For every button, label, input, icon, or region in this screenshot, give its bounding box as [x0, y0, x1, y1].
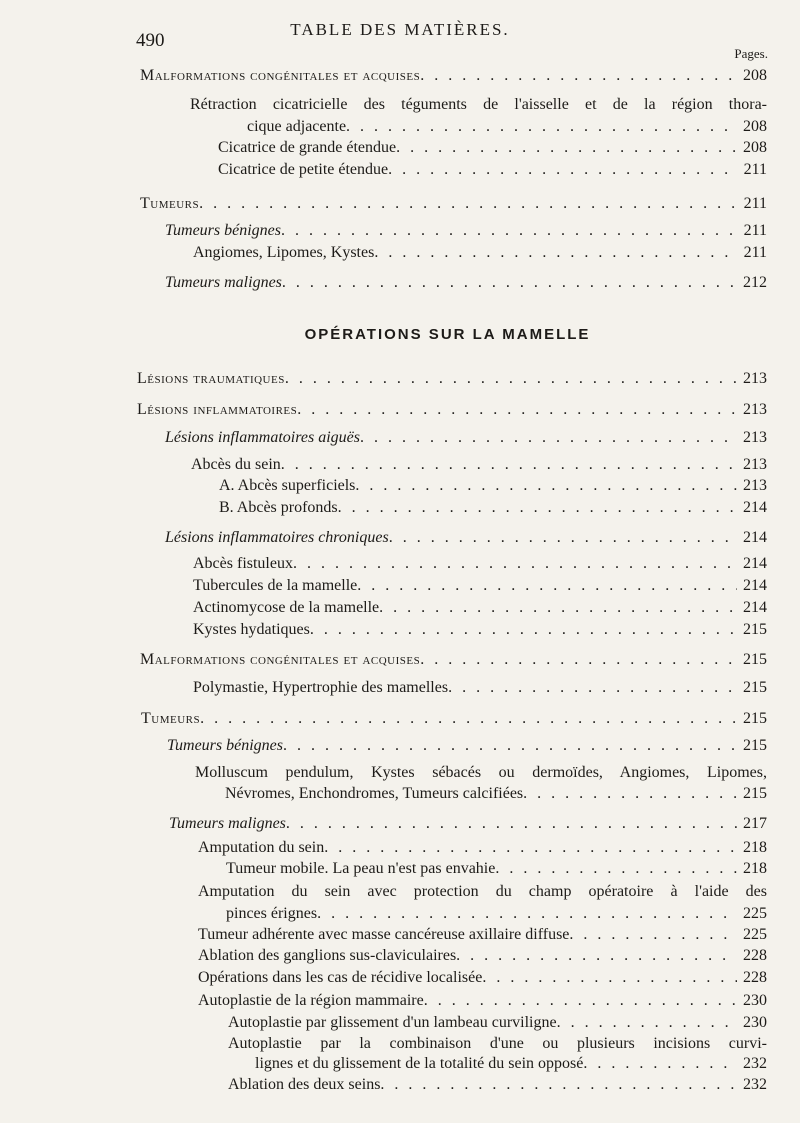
dot-leader: [281, 221, 737, 241]
entry-title: Abcès du sein: [191, 456, 281, 473]
entry-page: 215: [743, 651, 767, 668]
dot-leader: [456, 946, 737, 966]
entry-page: 208: [743, 67, 767, 84]
entry-page: 213: [743, 477, 767, 494]
entry-page: 213: [743, 401, 767, 418]
toc-entry: [165, 273, 767, 293]
toc-entry: [140, 194, 767, 214]
entry-title: Malformations congénitales et acquises: [140, 67, 421, 84]
dot-leader: [310, 620, 737, 640]
toc-entry: [165, 221, 767, 241]
entry-page: 214: [743, 499, 767, 516]
entry-page: 228: [743, 947, 767, 964]
entry-page: 213: [743, 370, 767, 387]
toc-entry: [219, 476, 767, 496]
dot-leader: [523, 784, 737, 804]
toc-entry: [140, 650, 767, 670]
toc-entry: [140, 66, 767, 86]
entry-title: Névromes, Enchondromes, Tumeurs calcifiées: [225, 785, 524, 802]
entry-page: 230: [743, 992, 767, 1009]
toc-entry: [198, 838, 767, 858]
dot-leader: [317, 904, 737, 924]
entry-title: Abcès fistuleux: [193, 555, 293, 572]
entry-page: 213: [743, 429, 767, 446]
toc-entry: [165, 428, 767, 448]
entry-page: 215: [743, 621, 767, 638]
entry-title: Cicatrice de petite étendue: [218, 161, 389, 178]
toc-entry: [198, 925, 767, 945]
toc-entry: [193, 554, 767, 574]
dot-leader: [324, 838, 737, 858]
entry-title: Tumeurs bénignes: [167, 737, 283, 754]
entry-page: 218: [743, 839, 767, 856]
toc-entry: [228, 1013, 767, 1033]
dot-leader: [389, 528, 737, 548]
toc-entry: [169, 814, 767, 834]
dot-leader: [297, 400, 737, 420]
toc-entry: [198, 991, 767, 1011]
toc-entry: [255, 1054, 767, 1074]
toc-entry: [225, 784, 767, 804]
entry-page: 225: [743, 905, 767, 922]
toc-entry-first-line: Amputation du sein avec protection du champ opératoire à l'aide des: [198, 883, 767, 900]
toc-entry: [198, 946, 767, 966]
dot-leader: [420, 650, 737, 670]
toc-entry: [193, 243, 767, 263]
dot-leader: [569, 925, 737, 945]
dot-leader: [360, 428, 737, 448]
dot-leader: [420, 66, 737, 86]
entry-title: Tubercules de la mamelle: [193, 577, 358, 594]
entry-page: 215: [743, 785, 767, 802]
toc-entry: [218, 160, 767, 180]
entry-title: Tumeurs malignes: [169, 815, 286, 832]
entry-page: 214: [743, 555, 767, 572]
entry-page: 225: [743, 926, 767, 943]
entry-title: Tumeurs: [141, 710, 201, 727]
entry-title: Amputation du sein: [198, 839, 325, 856]
dot-leader: [380, 1075, 737, 1095]
entry-page: 214: [743, 577, 767, 594]
entry-title: Lésions inflammatoires chroniques: [165, 529, 389, 546]
dot-leader: [379, 598, 737, 618]
entry-title: Tumeurs: [140, 195, 200, 212]
entry-page: 217: [743, 815, 767, 832]
toc-entry: [141, 709, 767, 729]
toc-entry-first-line: Autoplastie par la combinaison d'une ou plusieurs incisions curvi-: [228, 1035, 767, 1052]
dot-leader: [557, 1013, 737, 1033]
dot-leader: [424, 991, 737, 1011]
dot-leader: [374, 243, 737, 263]
entry-title: Cicatrice de grande étendue: [218, 139, 397, 156]
dot-leader: [285, 369, 737, 389]
dot-leader: [293, 554, 737, 574]
toc-entry: [193, 678, 767, 698]
dot-leader: [200, 709, 737, 729]
entry-page: 215: [743, 679, 767, 696]
entry-title: lignes et du glissement de la totalité du sein opposé: [255, 1055, 584, 1072]
toc-entry: [137, 369, 767, 389]
entry-page: 211: [743, 244, 767, 261]
entry-title: Angiomes, Lipomes, Kystes: [193, 244, 375, 261]
toc-entry-first-line: Molluscum pendulum, Kystes sébacés ou dermoïdes, Angiomes, Lipomes,: [195, 764, 767, 781]
entry-page: 211: [743, 195, 767, 212]
toc-entry: [228, 1075, 767, 1095]
entry-title: Opérations dans les cas de récidive localisée: [198, 969, 483, 986]
entry-title: Autoplastie par glissement d'un lambeau curviligne: [228, 1014, 557, 1031]
entry-page: 230: [743, 1014, 767, 1031]
pages-column-label: Pages.: [734, 46, 768, 61]
toc-entry: [247, 117, 767, 137]
entry-title: Tumeurs bénignes: [165, 222, 281, 239]
entry-page: 218: [743, 860, 767, 877]
entry-page: 211: [743, 222, 767, 239]
entry-page: 211: [743, 161, 767, 178]
entry-title: Ablation des deux seins: [228, 1076, 381, 1093]
entry-page: 214: [743, 529, 767, 546]
toc-entry: [167, 736, 767, 756]
toc-entry-first-line: Rétraction cicatricielle des téguments de l'aisselle et de la région thora-: [190, 96, 767, 113]
running-title: TABLE DES MATIÈRES.: [290, 20, 510, 39]
entry-page: 212: [743, 274, 767, 291]
entry-title: Tumeur mobile. La peau n'est pas envahie: [226, 860, 496, 877]
dot-leader: [282, 273, 737, 293]
toc-entry: [193, 620, 767, 640]
dot-leader: [388, 160, 737, 180]
entry-page: 232: [743, 1076, 767, 1093]
entry-title: pinces érignes: [226, 905, 318, 922]
entry-title: A. Abcès superficiels: [219, 477, 356, 494]
entry-title: Lésions inflammatoires: [137, 401, 298, 418]
entry-page: 215: [743, 737, 767, 754]
toc-entry: [218, 138, 767, 158]
dot-leader: [495, 859, 737, 879]
toc-entry: [226, 904, 767, 924]
dot-leader: [346, 117, 737, 137]
entry-page: 215: [743, 710, 767, 727]
dot-leader: [583, 1054, 737, 1074]
dot-leader: [357, 576, 737, 596]
entry-title: Tumeur adhérente avec masse cancéreuse axillaire diffuse: [198, 926, 570, 943]
dot-leader: [283, 736, 737, 756]
entry-page: 213: [743, 456, 767, 473]
entry-title: Autoplastie de la région mammaire: [198, 992, 424, 1009]
toc-entry: [226, 859, 767, 879]
entry-title: Ablation des ganglions sus-claviculaires: [198, 947, 457, 964]
entry-title: Malformations congénitales et acquises: [140, 651, 421, 668]
entry-page: 214: [743, 599, 767, 616]
entry-title: B. Abcès profonds: [219, 499, 338, 516]
toc-entry: [198, 968, 767, 988]
entry-title: cique adjacente: [247, 118, 347, 135]
toc-entry: [137, 400, 767, 420]
toc-entry: [193, 598, 767, 618]
entry-page: 208: [743, 139, 767, 156]
page-number: 490: [136, 30, 165, 51]
entry-title: Lésions traumatiques: [137, 370, 285, 387]
entry-title: Actinomycose de la mamelle: [193, 599, 380, 616]
entry-title: Kystes hydatiques: [193, 621, 310, 638]
dot-leader: [448, 678, 737, 698]
entry-title: Lésions inflammatoires aiguës: [165, 429, 360, 446]
toc-entry: [193, 576, 767, 596]
toc-entry: [191, 455, 767, 475]
dot-leader: [281, 455, 737, 475]
entry-page: 208: [743, 118, 767, 135]
dot-leader: [286, 814, 737, 834]
entry-title: Polymastie, Hypertrophie des mamelles: [193, 679, 449, 696]
dot-leader: [396, 138, 737, 158]
dot-leader: [355, 476, 737, 496]
dot-leader: [199, 194, 737, 214]
entry-page: 228: [743, 969, 767, 986]
entry-page: 232: [743, 1055, 767, 1072]
toc-entry: [219, 498, 767, 518]
section-heading: OPÉRATIONS SUR LA MAMELLE: [304, 326, 591, 343]
entry-title: Tumeurs malignes: [165, 274, 282, 291]
dot-leader: [338, 498, 737, 518]
dot-leader: [482, 968, 737, 988]
toc-entry: [165, 528, 767, 548]
